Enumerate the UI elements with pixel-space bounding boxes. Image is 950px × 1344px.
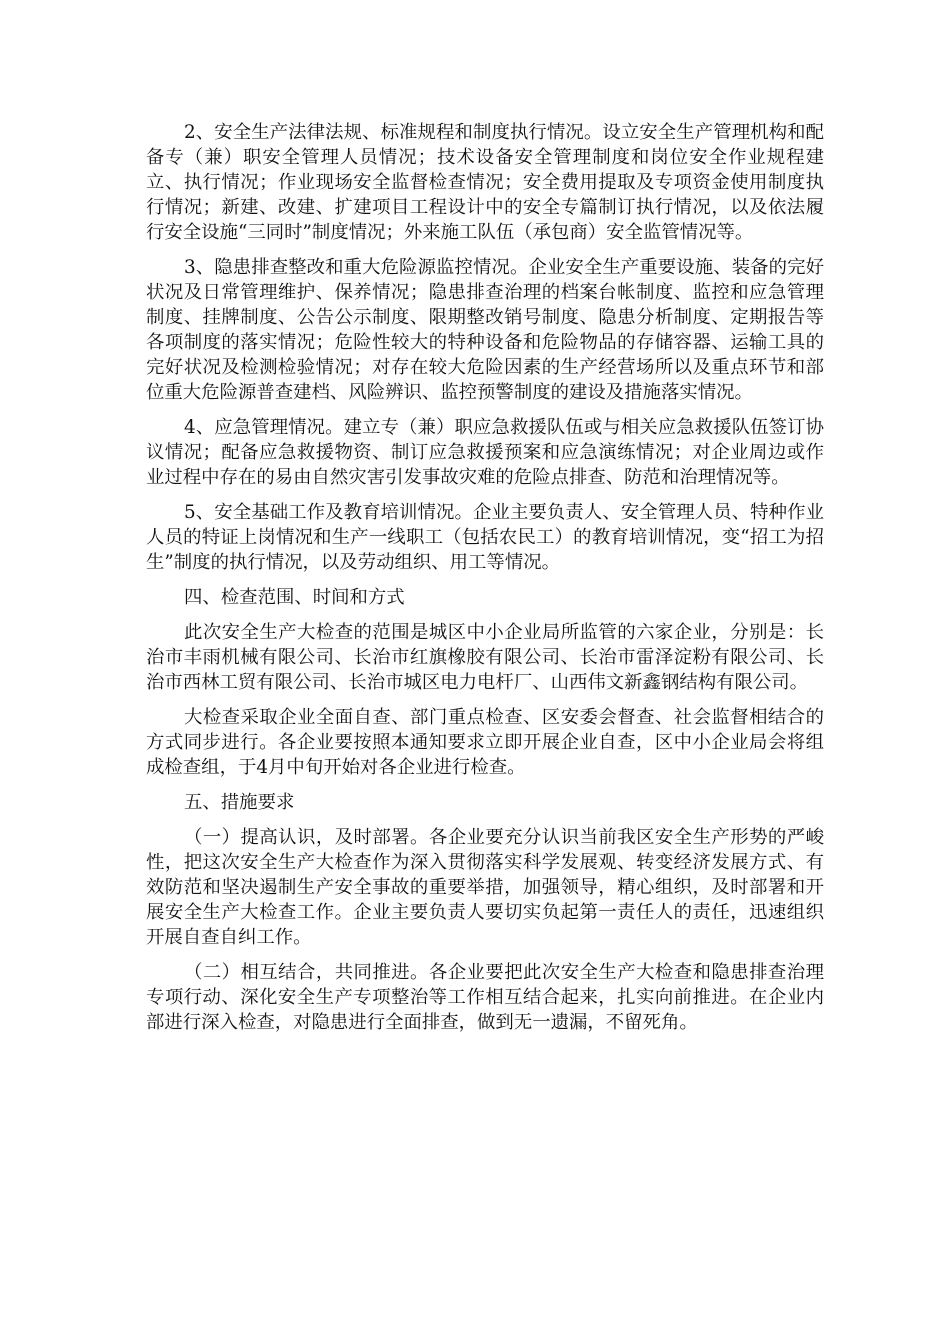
paragraph-inspection-method: 大检查采取企业全面自查、部门重点检查、区安委会督查、社会监督相结合的方式同步进行。各企业要按照本通知要求立即开展企业自查，区中小企业局会将组成检查组，于4月中旬开始对各企业进行检查。 <box>146 707 824 778</box>
paragraph-inspection-scope: 此次安全生产大检查的范围是城区中小企业局所监管的六家企业，分别是：长治市丰雨机械有限公司、长治市红旗橡胶有限公司、长治市雷泽淀粉有限公司、长治市西林工贸有限公司、长治市城区电力电杆厂、山西伟文新鑫钢结构有限公司。 <box>146 622 824 693</box>
paragraph-safety-training: 5、安全基础工作及教育培训情况。企业主要负责人、安全管理人员、特种作业人员的特证上岗情况和生产一线职工（包括农民工）的教育培训情况，变“招工为招生”制度的执行情况，以及劳动组织、用工等情况。 <box>146 502 824 573</box>
document-page <box>146 120 824 1045</box>
section-heading-scope: 四、检查范围、时间和方式 <box>184 587 405 608</box>
paragraph-measure-awareness: （一）提高认识，及时部署。各企业要充分认识当前我区安全生产形势的严峻性，把这次安全生产大检查作为深入贯彻落实科学发展观、转变经济发展方式、有效防范和坚决遏制生产安全事故的重要举措，加强领导，精心组织，及时部署和开展安全生产大检查工作。企业主要负责人要切实负起第一责任人的责任，迅速组织开展自查自纠工作。 <box>146 827 824 948</box>
paragraph-measure-combination: （二）相互结合，共同推进。各企业要把此次安全生产大检查和隐患排查治理专项行动、深化安全生产专项整治等工作相互结合起来，扎实向前推进。在企业内部进行深入检查，对隐患进行全面排查，做到无一遗漏，不留死角。 <box>146 962 824 1033</box>
paragraph-safety-regulations: 2、安全生产法律法规、标准规程和制度执行情况。设立安全生产管理机构和配备专（兼）职安全管理人员情况；技术设备安全管理制度和岗位安全作业规程建立、执行情况；作业现场安全监督检查情况；安全费用提取及专项资金使用制度执行情况；新建、改建、扩建项目工程设计中的安全专篇制订执行情况，以及依法履行安全设施“三同时”制度情况；外来施工队伍（承包商）安全监管情况等。 <box>146 122 824 243</box>
paragraph-hazard-inspection: 3、隐患排查整改和重大危险源监控情况。企业安全生产重要设施、装备的完好状况及日常管理维护、保养情况；隐患排查治理的档案台帐制度、监控和应急管理制度、挂牌制度、公告公示制度、限期整改销号制度、隐患分析制度、定期报告等各项制度的落实情况；危险性较大的特种设备和危险物品的存储容器、运输工具的完好状况及检测检验情况；对存在较大危险因素的生产经营场所以及重点环节和部位重大危险源普查建档、风险辨识、监控预警制度的建设及措施落实情况。 <box>146 257 824 403</box>
paragraph-emergency-management: 4、应急管理情况。建立专（兼）职应急救援队伍或与相关应急救援队伍签订协议情况；配备应急救援物资、制订应急救援预案和应急演练情况；对企业周边或作业过程中存在的易由自然灾害引发事故灾难的危险点排查、防范和治理情况等。 <box>146 417 824 488</box>
section-heading-measures: 五、措施要求 <box>184 792 295 813</box>
